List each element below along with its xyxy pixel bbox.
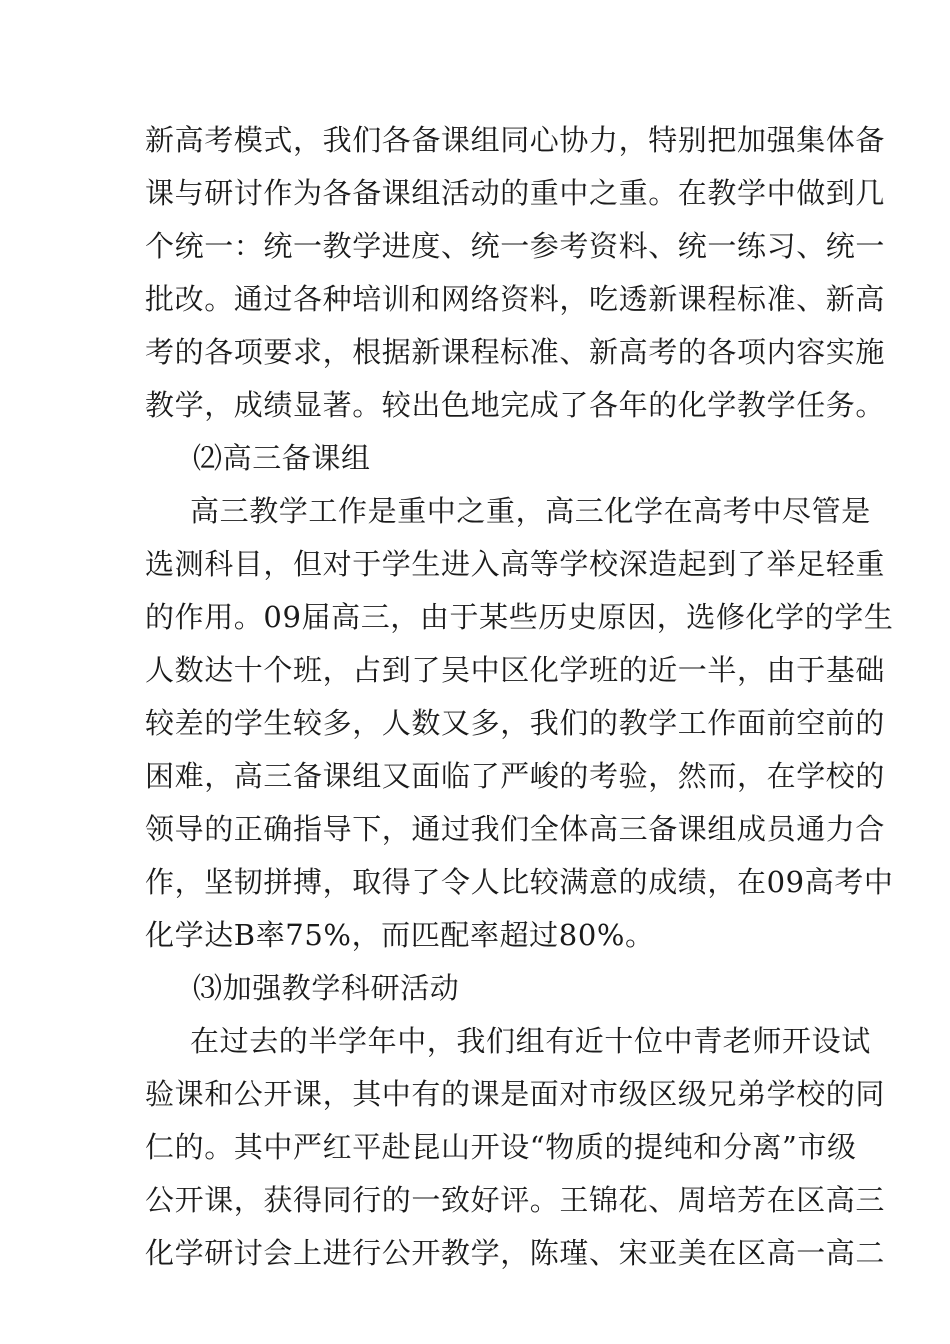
text-line: 的作用。09届高三，由于某些历史原因，选修化学的学生 [145, 600, 894, 634]
text-line: 考的各项要求，根据新课程标准、新高考的各项内容实施 [145, 335, 886, 369]
text-line: 人数达十个班，占到了吴中区化学班的近一半，由于基础 [145, 653, 886, 687]
section-heading: ⑶加强教学科研活动 [193, 971, 460, 1005]
text-line: 仁的。其中严红平赴昆山开设“物质的提纯和分离”市级 [145, 1130, 857, 1164]
text-line: 较差的学生较多，人数又多，我们的教学工作面前空前的 [145, 706, 886, 740]
text-line: 公开课，获得同行的一致好评。王锦花、周培芳在区高三 [145, 1183, 886, 1217]
text-line: 在过去的半学年中，我们组有近十位中青老师开设试 [190, 1024, 871, 1058]
text-line: 化学达B率75%，而匹配率超过80%。 [145, 918, 655, 952]
text-line: 高三教学工作是重中之重，高三化学在高考中尽管是 [190, 494, 871, 528]
text-line: 作，坚韧拼搏，取得了令人比较满意的成绩，在09高考中 [145, 865, 894, 899]
text-line: 批改。通过各种培训和网络资料，吃透新课程标准、新高 [145, 282, 886, 316]
text-line: 个统一：统一教学进度、统一参考资料、统一练习、统一 [145, 229, 886, 263]
text-line: 领导的正确指导下，通过我们全体高三备课组成员通力合 [145, 812, 886, 846]
text-line: 新高考模式，我们各备课组同心协力，特别把加强集体备 [145, 123, 886, 157]
text-line: 验课和公开课，其中有的课是面对市级区级兄弟学校的同 [145, 1077, 886, 1111]
text-line: 困难，高三备课组又面临了严峻的考验，然而，在学校的 [145, 759, 886, 793]
text-line: 选测科目，但对于学生进入高等学校深造起到了举足轻重 [145, 547, 886, 581]
text-line: 化学研讨会上进行公开教学，陈瑾、宋亚美在区高一高二 [145, 1236, 886, 1270]
text-line: 课与研讨作为各备课组活动的重中之重。在教学中做到几 [145, 176, 886, 210]
text-line: 教学，成绩显著。较出色地完成了各年的化学教学任务。 [145, 388, 886, 422]
section-heading: ⑵高三备课组 [193, 441, 371, 475]
